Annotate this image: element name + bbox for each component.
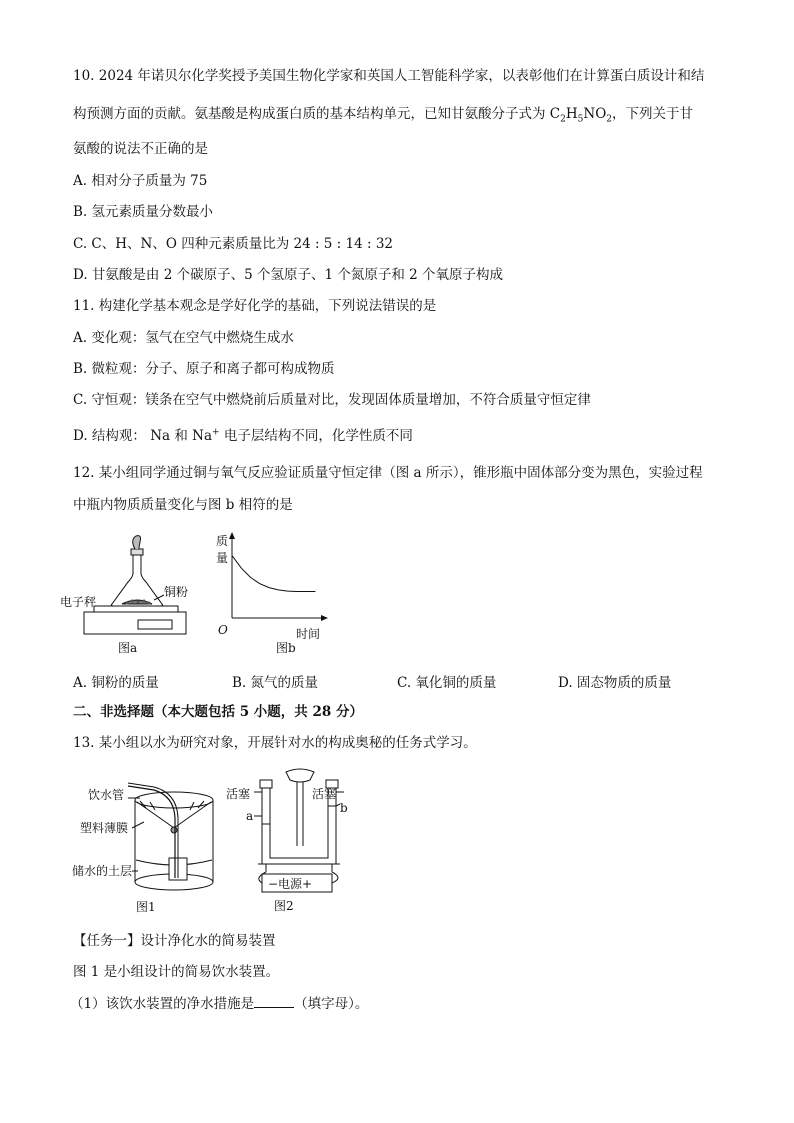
q10-option-a: A. 相对分子质量为 75 bbox=[73, 173, 208, 189]
q12-option-b: B. 氮气的质量 bbox=[232, 675, 319, 691]
section-2-title: 二、非选择题（本大题包括 5 小题，共 28 分） bbox=[73, 704, 363, 720]
chart-series-line bbox=[232, 556, 315, 592]
label-plastic-film: 塑料薄膜 bbox=[80, 821, 129, 835]
figure-1-water-device bbox=[70, 778, 230, 918]
figure-2-caption: 图2 bbox=[274, 899, 294, 913]
q12-option-d: D. 固态物质的质量 bbox=[558, 675, 672, 691]
q13-sub-question-1: （1）该饮水装置的净水措施是 （填字母）。 bbox=[70, 996, 369, 1012]
q10-stem-line1: 10. 2024 年诺贝尔化学奖授予美国生物化学家和英国人工智能科学家，以表彰他们在计算蛋白质设计和结 bbox=[73, 68, 705, 84]
q10-stem-line2: 构预测方面的贡献。氨基酸是构成蛋白质的基本结构单元，已知甘氨酸分子式为 $C_2H_5NO_2$，下列关于甘 bbox=[73, 106, 694, 125]
figure-2-electrolysis bbox=[224, 764, 354, 918]
chart-x-arrow bbox=[321, 615, 328, 621]
chart-y-arrow bbox=[229, 532, 235, 539]
chart-xlabel: 时间 bbox=[296, 627, 321, 641]
q12-option-a: A. 铜粉的质量 bbox=[73, 675, 159, 691]
label-water-soil: 储水的土层 bbox=[72, 864, 133, 878]
label-electronic-scale: 电子秤 bbox=[60, 595, 97, 609]
q12-option-c: C. 氧化铜的质量 bbox=[397, 675, 497, 691]
chart-ylabel-char1: 质 bbox=[216, 534, 229, 548]
q10-option-d: D. 甘氨酸是由 2 个碳原子、5 个氢原子、1 个氮原子和 2 个氧原子构成 bbox=[73, 267, 504, 283]
label-electrode-b: b bbox=[340, 801, 348, 815]
q10-stem-line3: 氨酸的说法不正确的是 bbox=[73, 141, 208, 157]
label-copper-powder: 铜粉 bbox=[164, 585, 189, 599]
answer-blank[interactable] bbox=[254, 995, 294, 1008]
q11-option-b: B. 微粒观：分子、原子和离子都可构成物质 bbox=[73, 361, 335, 377]
q13-stem: 13. 某小组以水为研究对象，开展针对水的构成奥秘的任务式学习。 bbox=[73, 735, 477, 751]
figure-a-scale-flask bbox=[60, 534, 200, 660]
chart-ylabel-char2: 量 bbox=[216, 551, 229, 565]
q10-option-c: C. C、H、N、O 四种元素质量比为 24 : 5 : 14 : 32 bbox=[73, 236, 394, 252]
label-stopcock-right: 活塞 bbox=[312, 787, 337, 801]
label-power-supply: −电源+ bbox=[268, 877, 313, 891]
chart-origin-label: O bbox=[218, 623, 228, 637]
figure-b-caption: 图b bbox=[276, 641, 296, 655]
q12-stem-line1: 12. 某小组同学通过铜与氧气反应验证质量守恒定律（图 a 所示），锥形瓶中固体部分变为黑色，实验过程 bbox=[73, 465, 703, 481]
figure-a-caption: 图a bbox=[118, 641, 138, 655]
q11-option-c: C. 守恒观：镁条在空气中燃烧前后质量对比，发现固体质量增加，不符合质量守恒定律 bbox=[73, 392, 591, 408]
task-1-title: 【任务一】设计净化水的简易装置 bbox=[73, 933, 276, 949]
label-drinking-straw: 饮水管 bbox=[88, 788, 125, 802]
label-stopcock-left: 活塞 bbox=[226, 787, 251, 801]
q12-stem-line2: 中瓶内物质质量变化与图 b 相符的是 bbox=[73, 497, 293, 513]
q11-option-a: A. 变化观：氢气在空气中燃烧生成水 bbox=[73, 330, 294, 346]
task-1-description: 图 1 是小组设计的简易饮水装置。 bbox=[73, 964, 280, 980]
q11-stem: 11. 构建化学基本观念是学好化学的基础，下列说法错误的是 bbox=[73, 298, 437, 314]
q11-option-d: D. 结构观： Na 和 Na+ 电子层结构不同，化学性质不同 bbox=[73, 427, 413, 444]
figure-1-caption: 图1 bbox=[136, 900, 156, 914]
figure-b-chart bbox=[208, 526, 338, 660]
q10-option-b: B. 氢元素质量分数最小 bbox=[73, 204, 214, 220]
label-electrode-a: a bbox=[246, 809, 254, 823]
glycine-formula: $C_2H_5NO_2$ bbox=[549, 106, 613, 125]
